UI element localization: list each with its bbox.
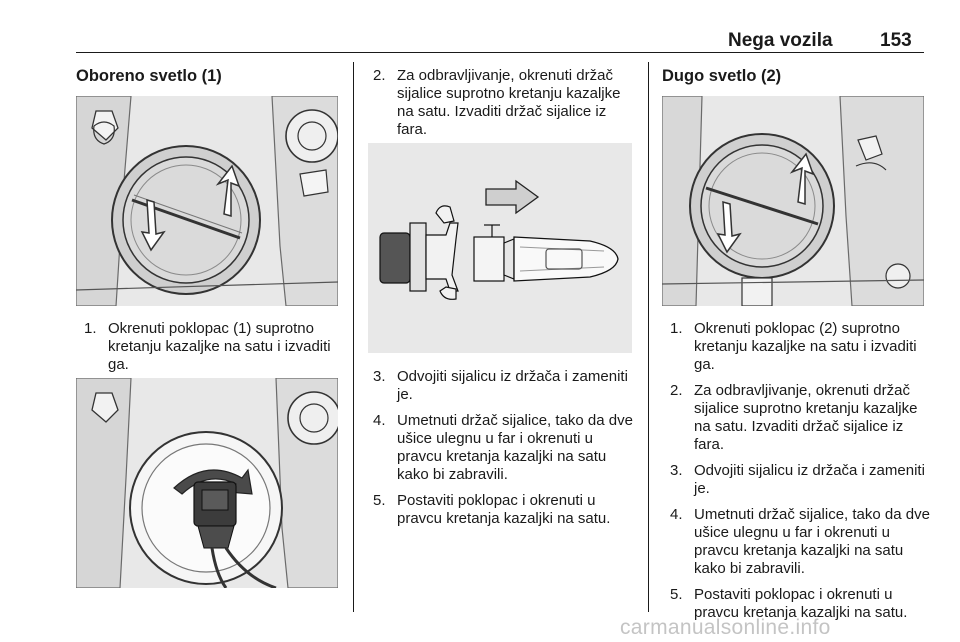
step-text: Postaviti poklopac i okrenuti u pravcu kretanja kazaljki na satu.: [397, 492, 611, 527]
step-number: 1.: [84, 320, 97, 337]
steps-list-low-beam: [84, 320, 346, 382]
section-title-high-beam: Dugo svetlo (2): [662, 67, 782, 85]
step-text: Odvojiti sijalicu iz držača i zameniti je.: [397, 368, 628, 403]
step-text: Za odbravljivanje, okrenuti držač sijalice suprotno kretanju kazaljke na satu. Izvaditi držač sijalice iz fara.: [397, 67, 621, 138]
step-number: 4.: [670, 506, 683, 523]
step-number: 3.: [373, 368, 386, 385]
running-header-title: Nega vozila: [728, 30, 833, 51]
step-number: 1.: [670, 320, 683, 337]
step-text: Okrenuti poklopac (2) suprotno kretanju kazaljke na satu i izvaditi ga.: [694, 320, 917, 373]
list-item: [373, 492, 639, 528]
step-number: 5.: [373, 492, 386, 509]
step-number: 4.: [373, 412, 386, 429]
column-divider-left: [353, 62, 354, 612]
step-text: Umetnuti držač sijalice, tako da dve ušice ulegnu u far i okrenuti u pravcu kretanja kazaljki na satu kako bi zabravili.: [694, 506, 930, 577]
column-divider-right: [648, 62, 649, 612]
section-title-low-beam: Oboreno svetlo (1): [76, 67, 222, 85]
watermark: carmanualsonline.info: [620, 616, 831, 639]
figure-bulb-removal: [368, 143, 632, 353]
list-item: [670, 382, 930, 454]
figure-low-beam-cover: [76, 96, 338, 306]
step-number: 5.: [670, 586, 683, 603]
steps-list-high-beam: [670, 320, 930, 630]
figure-low-beam-bulb-holder: [76, 378, 338, 588]
list-item: [670, 462, 930, 498]
steps-list-middle-bottom: [373, 368, 639, 536]
list-item: [373, 412, 639, 484]
figure-high-beam-cover: [662, 96, 924, 306]
step-text: Umetnuti držač sijalice, tako da dve ušice ulegnu u far i okrenuti u pravcu kretanja kazaljki na satu kako bi zabravili.: [397, 412, 633, 483]
list-item: [670, 506, 930, 578]
step-number: 2.: [670, 382, 683, 399]
list-item: [670, 320, 930, 374]
list-item: [84, 320, 346, 374]
page-number: 153: [880, 30, 912, 51]
steps-list-middle-top: [373, 67, 635, 147]
list-item: [373, 67, 635, 139]
step-text: Okrenuti poklopac (1) suprotno kretanju kazaljke na satu i izvaditi ga.: [108, 320, 331, 373]
step-text: Postaviti poklopac i okrenuti u pravcu kretanja kazaljki na satu.: [694, 586, 908, 621]
list-item: [373, 368, 639, 404]
step-text: Odvojiti sijalicu iz držača i zameniti je.: [694, 462, 925, 497]
header-rule: [76, 52, 924, 53]
step-text: Za odbravljivanje, okrenuti držač sijalice suprotno kretanju kazaljke na satu. Izvaditi držač sijalice iz fara.: [694, 382, 918, 453]
step-number: 2.: [373, 67, 386, 84]
step-number: 3.: [670, 462, 683, 479]
